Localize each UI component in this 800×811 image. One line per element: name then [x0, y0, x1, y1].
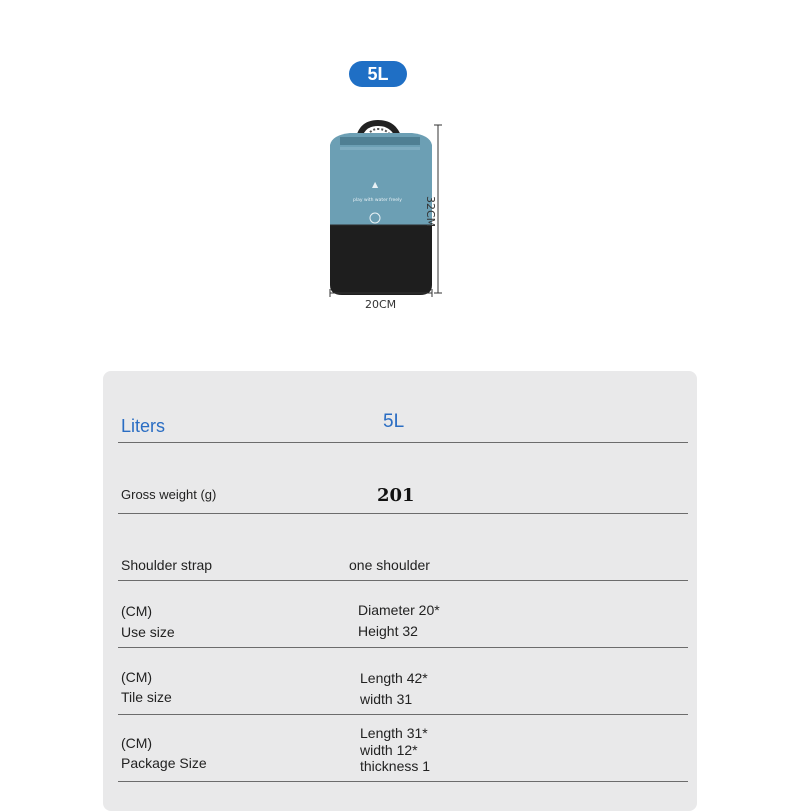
svg-text:▲: ▲: [372, 180, 379, 189]
liters-label: Liters: [121, 416, 166, 436]
row-divider: [118, 714, 688, 715]
use-size-label: Use size: [121, 624, 175, 640]
shoulder-strap-label: Shoulder strap: [121, 557, 213, 573]
width-dimension-label: 20CM: [365, 298, 397, 311]
liters-value: 5L: [383, 411, 405, 432]
tile-size-line2: width 31: [360, 691, 413, 707]
tile-size-unit: (CM): [121, 669, 153, 685]
row-divider: [118, 781, 688, 782]
package-size-line3: thickness 1: [360, 758, 431, 774]
package-size-unit: (CM): [121, 735, 153, 751]
use-size-line2: Height 32: [358, 623, 418, 639]
capacity-badge: 5L: [349, 61, 407, 87]
tile-size-line1: Length 42*: [360, 670, 428, 686]
row-divider: [118, 442, 688, 443]
tile-size-label: Tile size: [121, 689, 172, 705]
gross-weight-label: Gross weight (g): [121, 487, 217, 502]
svg-text:play with water freely: play with water freely: [353, 198, 402, 203]
height-dimension-label: 32CM: [424, 196, 437, 228]
use-size-unit: (CM): [121, 603, 153, 619]
use-size-line1: Diameter 20*: [358, 602, 440, 618]
package-size-label: Package Size: [121, 755, 207, 771]
shoulder-strap-value: one shoulder: [349, 557, 430, 573]
package-size-line2: width 12*: [360, 742, 418, 758]
package-size-line1: Length 31*: [360, 725, 428, 741]
row-divider: [118, 647, 688, 648]
row-divider: [118, 513, 688, 514]
gross-weight-value: 201: [377, 485, 415, 506]
row-divider: [118, 580, 688, 581]
